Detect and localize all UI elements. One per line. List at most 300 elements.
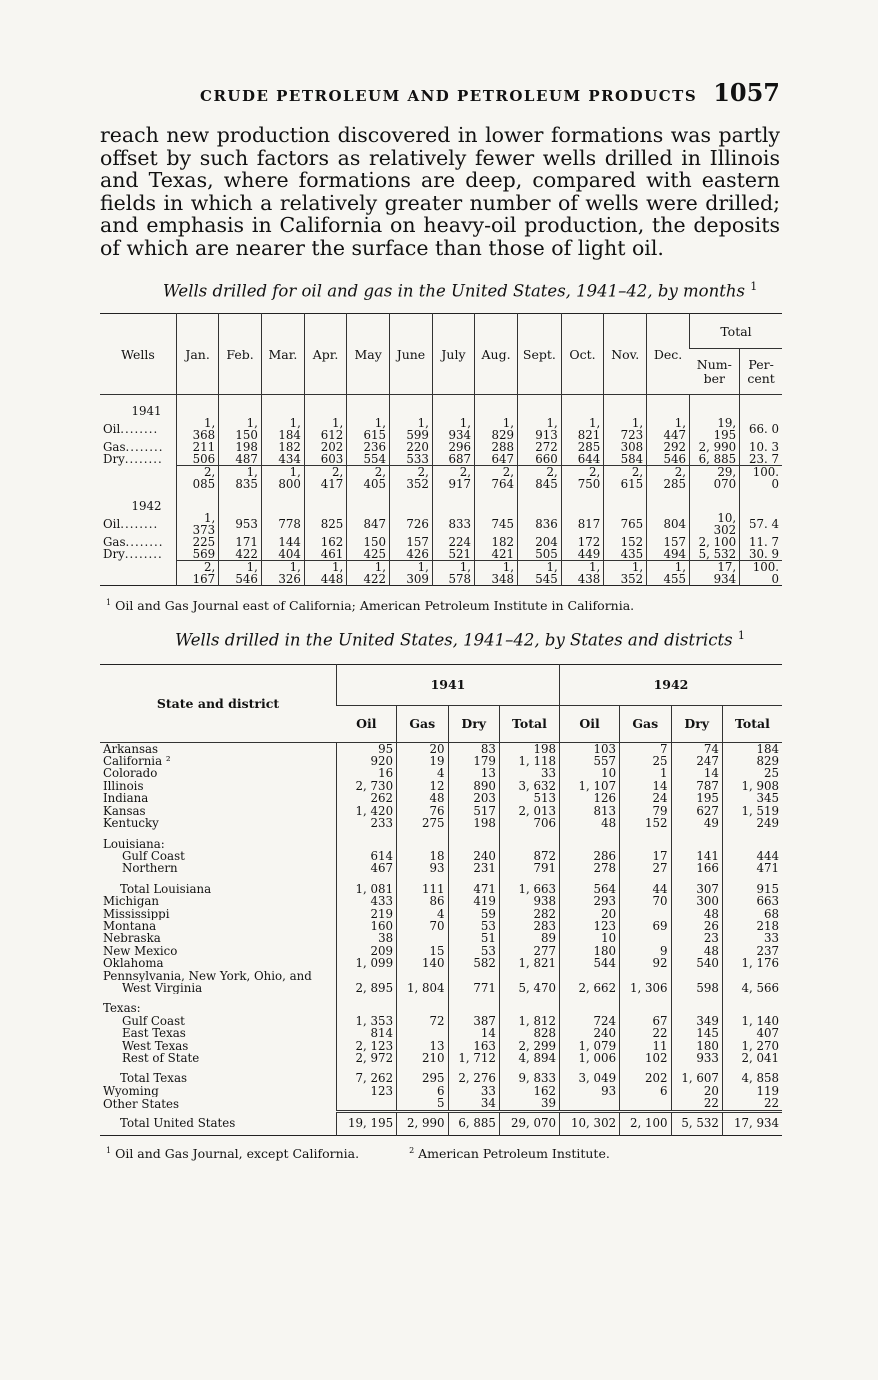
col-month: Jan.	[177, 314, 219, 395]
value-cell: 349	[671, 1015, 722, 1027]
cell	[518, 395, 562, 406]
value-cell: 435	[604, 548, 647, 561]
value-cell: 2, 730	[337, 780, 397, 792]
row-label: Indiana	[103, 792, 149, 805]
value-cell: 533	[389, 453, 432, 466]
value-cell: 1, 140	[722, 1015, 782, 1027]
value-cell: 49	[671, 817, 722, 829]
value-cell: 1, 913	[518, 417, 562, 441]
value-cell: 2, 895	[337, 982, 397, 994]
grand-total-row	[100, 1111, 782, 1135]
value-cell: 157	[647, 536, 690, 548]
spacer-row	[100, 490, 782, 500]
cell	[261, 490, 304, 500]
value-cell: 14	[620, 780, 671, 792]
row-label: West Texas	[122, 1039, 189, 1052]
value-cell: 17	[620, 850, 671, 862]
total-cell: 2, 405	[347, 466, 390, 491]
year-label: 1941	[131, 404, 162, 418]
cell	[389, 500, 432, 512]
value-cell: 70	[397, 920, 448, 932]
value-cell: 25	[620, 755, 671, 767]
value-cell: 30. 9	[740, 548, 782, 561]
value-cell: 1, 368	[177, 417, 219, 441]
value-cell: 180	[671, 1040, 722, 1052]
value-cell: 953	[219, 512, 262, 536]
value-cell: 461	[304, 548, 346, 561]
cell	[261, 395, 304, 406]
value-cell: 1, 615	[347, 417, 390, 441]
value-cell: 505	[518, 548, 562, 561]
value-cell: 1, 712	[448, 1052, 499, 1064]
value-cell: 1, 118	[499, 755, 559, 767]
value-cell: 517	[448, 805, 499, 817]
value-cell: 1, 150	[219, 417, 262, 441]
value-cell: 627	[671, 805, 722, 817]
value-cell: 1, 184	[261, 417, 304, 441]
value-cell: 93	[560, 1085, 620, 1097]
cell	[690, 490, 740, 500]
value-cell: 211	[177, 441, 219, 453]
cell	[722, 994, 782, 1002]
cell	[448, 994, 499, 1002]
col-year-1942: 1942	[560, 664, 783, 705]
total-cell: 2, 167	[177, 561, 219, 586]
value-cell: 145	[671, 1027, 722, 1039]
value-cell: 162	[499, 1085, 559, 1097]
value-cell: 813	[560, 805, 620, 817]
value-cell: 95	[337, 742, 397, 755]
value-cell: 93	[397, 862, 448, 874]
value-cell: 494	[647, 548, 690, 561]
total-cell: 2, 764	[475, 466, 518, 491]
value-cell	[397, 1027, 448, 1039]
total-cell: 19, 195	[337, 1111, 397, 1135]
value-cell: 407	[722, 1027, 782, 1039]
value-cell: 647	[475, 453, 518, 466]
value-cell: 1, 306	[620, 982, 671, 994]
table-row	[100, 895, 782, 907]
value-cell: 140	[397, 957, 448, 969]
row-label: Gulf Coast	[122, 849, 185, 863]
value-cell	[337, 1002, 397, 1014]
cell	[389, 395, 432, 406]
cell	[219, 395, 262, 406]
row-label: Dry ........	[100, 453, 177, 466]
value-cell: 292	[647, 441, 690, 453]
total-cell: 2, 285	[647, 466, 690, 491]
col-month: July	[432, 314, 474, 395]
row-label: Michigan	[103, 895, 160, 908]
value-cell: 9	[620, 945, 671, 957]
total-cell: 1, 578	[432, 561, 474, 586]
cell	[620, 830, 671, 838]
value-cell: 236	[347, 441, 390, 453]
row-label: Kansas	[103, 804, 146, 818]
value-cell: 14	[671, 767, 722, 779]
value-cell: 16	[337, 767, 397, 779]
value-cell: 23. 7	[740, 453, 782, 466]
value-cell: 1, 821	[561, 417, 604, 441]
col-dry: Dry	[671, 705, 722, 742]
row-label: Dry ........	[100, 548, 177, 561]
value-cell: 20	[560, 908, 620, 920]
value-cell: 277	[499, 945, 559, 957]
value-cell: 4	[397, 908, 448, 920]
value-cell: 231	[448, 862, 499, 874]
value-cell	[620, 1002, 671, 1014]
cell	[647, 490, 690, 500]
row-label: Nebraska	[103, 932, 161, 945]
cell	[397, 830, 448, 838]
cell	[499, 830, 559, 838]
value-cell: 387	[448, 1015, 499, 1027]
value-cell: 345	[722, 792, 782, 804]
value-cell: 644	[561, 453, 604, 466]
value-cell: 210	[397, 1052, 448, 1064]
value-cell: 1	[620, 767, 671, 779]
cell	[499, 994, 559, 1002]
value-cell: 203	[448, 792, 499, 804]
cell	[518, 500, 562, 512]
cell	[100, 830, 337, 838]
value-cell	[671, 1002, 722, 1014]
col-state-district: State and district	[156, 695, 280, 711]
value-cell: 847	[347, 512, 390, 536]
year-row	[100, 500, 782, 512]
table2-title-note: 1	[737, 629, 745, 643]
value-cell: 68	[722, 908, 782, 920]
row-label: Montana	[103, 919, 157, 933]
total-cell: 29, 070	[499, 1111, 559, 1135]
value-cell	[620, 932, 671, 944]
value-cell: 467	[337, 862, 397, 874]
body-paragraph: reach new production discovered in lower formations was partly offset by such factors as relatively fewer wells drilled in Illinois and Texas, where formations are deep, compared with eastern fields in which a relatively greater number of wells were drilled; and emphasis in California on heavy-oil production, the deposits of which are nearer the surface than those of light oil.	[100, 123, 780, 260]
total-cell: 1, 545	[518, 561, 562, 586]
value-cell: 72	[397, 1015, 448, 1027]
cell	[647, 395, 690, 406]
value-cell: 89	[499, 932, 559, 944]
total-cell: 1, 800	[261, 466, 304, 491]
value-cell: 70	[620, 895, 671, 907]
value-cell: 421	[475, 548, 518, 561]
table1-title-note: 1	[750, 279, 758, 293]
value-cell: 404	[261, 548, 304, 561]
total-cell: 100. 0	[740, 466, 782, 491]
row-label: Oil ........	[100, 417, 177, 441]
value-cell: 804	[647, 512, 690, 536]
value-cell: 938	[499, 895, 559, 907]
value-cell: 836	[518, 512, 562, 536]
value-cell: 890	[448, 780, 499, 792]
total-cell: 1, 326	[261, 561, 304, 586]
col-month: Nov.	[604, 314, 647, 395]
page-header	[100, 78, 780, 110]
table-row	[100, 767, 782, 779]
total-cell: 2, 352	[389, 466, 432, 491]
cell	[604, 395, 647, 406]
col-total: Total	[690, 314, 783, 349]
row-label: Total Louisiana	[120, 882, 212, 896]
value-cell: 272	[518, 441, 562, 453]
value-cell: 4, 566	[722, 982, 782, 994]
table-row	[100, 1097, 782, 1111]
value-cell: 19	[397, 755, 448, 767]
value-cell: 286	[560, 850, 620, 862]
value-cell: 157	[389, 536, 432, 548]
value-cell: 582	[448, 957, 499, 969]
value-cell: 791	[499, 862, 559, 874]
value-cell: 166	[671, 862, 722, 874]
value-cell: 471	[448, 883, 499, 895]
value-cell: 79	[620, 805, 671, 817]
value-cell: 829	[722, 755, 782, 767]
value-cell: 10, 302	[690, 512, 740, 536]
col-month: Aug.	[475, 314, 518, 395]
value-cell: 224	[432, 536, 474, 548]
cell	[740, 490, 782, 500]
value-cell: 59	[448, 908, 499, 920]
value-cell: 872	[499, 850, 559, 862]
cell	[604, 490, 647, 500]
total-cell: 2, 417	[304, 466, 346, 491]
value-cell: 5	[397, 1097, 448, 1111]
cell	[561, 500, 604, 512]
value-cell: 1, 612	[304, 417, 346, 441]
cell	[475, 500, 518, 512]
value-cell: 69	[620, 920, 671, 932]
row-label: Mississippi	[103, 907, 170, 920]
value-cell: 726	[389, 512, 432, 536]
value-cell: 74	[671, 742, 722, 755]
spacer-row	[100, 994, 782, 1002]
value-cell: 53	[448, 945, 499, 957]
col-month: May	[347, 314, 390, 395]
cell	[347, 395, 390, 406]
value-cell: 1, 812	[499, 1015, 559, 1027]
value-cell: 778	[261, 512, 304, 536]
value-cell	[499, 1002, 559, 1014]
row-label: Total Texas	[120, 1072, 188, 1085]
value-cell: 123	[560, 920, 620, 932]
value-cell: 83	[448, 742, 499, 755]
value-cell: 745	[475, 512, 518, 536]
row-label: Gas ........	[100, 536, 177, 548]
value-cell	[337, 1097, 397, 1111]
value-cell: 25	[722, 767, 782, 779]
page-number: 1057	[713, 78, 780, 107]
row-label: Kentucky	[103, 817, 159, 830]
col-oil: Oil	[337, 705, 397, 742]
table1-title-text: Wells drilled for oil and gas in the United States, 1941–42, by months	[162, 281, 745, 300]
value-cell: 1, 663	[499, 883, 559, 895]
value-cell: 9, 833	[499, 1072, 559, 1084]
value-cell: 787	[671, 780, 722, 792]
cell	[100, 1064, 337, 1072]
value-cell: 2, 990	[690, 441, 740, 453]
cell	[647, 500, 690, 512]
value-cell: 10. 3	[740, 441, 782, 453]
value-cell: 48	[560, 817, 620, 829]
cell	[347, 490, 390, 500]
total-cell: 1, 455	[647, 561, 690, 586]
value-cell: 152	[604, 536, 647, 548]
row-label: Wyoming	[103, 1084, 159, 1098]
value-cell: 51	[448, 932, 499, 944]
running-head: CRUDE PETROLEUM AND PETROLEUM PRODUCTS	[200, 87, 698, 105]
value-cell: 123	[337, 1085, 397, 1097]
table2-footnotes	[100, 1146, 780, 1161]
total-cell: 1, 422	[347, 561, 390, 586]
value-cell: 202	[304, 441, 346, 453]
value-cell: 825	[304, 512, 346, 536]
value-cell: 38	[337, 932, 397, 944]
value-cell: 198	[499, 742, 559, 755]
value-cell: 1, 821	[499, 957, 559, 969]
value-cell: 12	[397, 780, 448, 792]
value-cell: 18	[397, 850, 448, 862]
total-cell: 1, 352	[604, 561, 647, 586]
row-label: Oklahoma	[103, 957, 164, 970]
value-cell: 1, 099	[337, 957, 397, 969]
cell	[740, 395, 782, 406]
footnote-text: American Petroleum Institute.	[418, 1145, 610, 1161]
value-cell: 48	[671, 945, 722, 957]
value-cell: 14	[448, 1027, 499, 1039]
value-cell: 6	[620, 1085, 671, 1097]
value-cell: 765	[604, 512, 647, 536]
value-cell: 433	[337, 895, 397, 907]
value-cell: 419	[448, 895, 499, 907]
value-cell: 2, 972	[337, 1052, 397, 1064]
col-total: Total	[499, 705, 559, 742]
row-label: Northern	[122, 862, 178, 875]
value-cell: 102	[620, 1052, 671, 1064]
col-oil: Oil	[560, 705, 620, 742]
footnote-mark: 2	[409, 1145, 415, 1155]
value-cell: 282	[499, 908, 559, 920]
value-cell	[560, 1002, 620, 1014]
value-cell: 180	[560, 945, 620, 957]
table-row	[100, 817, 782, 829]
value-cell: 422	[219, 548, 262, 561]
table-row	[100, 1027, 782, 1039]
row-label: West Virginia	[122, 981, 203, 995]
value-cell: 293	[560, 895, 620, 907]
total-cell: 5, 532	[671, 1111, 722, 1135]
cell	[304, 395, 346, 406]
row-label: Texas:	[103, 1002, 141, 1015]
table1-title	[140, 280, 780, 301]
value-cell: 33	[448, 1085, 499, 1097]
value-cell: 119	[722, 1085, 782, 1097]
row-label: Gas ........	[100, 441, 177, 453]
table-row	[100, 417, 782, 441]
value-cell: 1, 353	[337, 1015, 397, 1027]
row-label: Louisiana:	[103, 837, 165, 850]
value-cell: 152	[620, 817, 671, 829]
value-cell: 603	[304, 453, 346, 466]
table-row	[100, 982, 782, 994]
value-cell: 1, 270	[722, 1040, 782, 1052]
value-cell: 33	[722, 932, 782, 944]
cell	[475, 395, 518, 406]
value-cell: 48	[671, 908, 722, 920]
value-cell: 249	[722, 817, 782, 829]
wells-by-month-table	[100, 313, 782, 586]
row-label: Arkansas	[100, 742, 337, 755]
cell	[432, 395, 474, 406]
value-cell: 1, 934	[432, 417, 474, 441]
value-cell: 1, 829	[475, 417, 518, 441]
value-cell: 219	[337, 908, 397, 920]
value-cell	[397, 1002, 448, 1014]
value-cell: 111	[397, 883, 448, 895]
value-cell: 6	[397, 1085, 448, 1097]
value-cell	[560, 1097, 620, 1111]
value-cell: 471	[722, 862, 782, 874]
col-total: Total	[722, 705, 782, 742]
table-row	[100, 453, 782, 466]
total-cell: 1, 309	[389, 561, 432, 586]
value-cell: 144	[261, 536, 304, 548]
table-row	[100, 932, 782, 944]
value-cell: 198	[219, 441, 262, 453]
cell	[100, 466, 177, 491]
table-row	[100, 1072, 782, 1084]
cell	[448, 830, 499, 838]
total-cell: 2, 085	[177, 466, 219, 491]
table-row	[100, 512, 782, 536]
year-label: 1942	[131, 499, 162, 513]
total-cell: 1, 438	[561, 561, 604, 586]
col-gas: Gas	[620, 705, 671, 742]
row-label: Oil ........	[100, 512, 177, 536]
value-cell: 2, 123	[337, 1040, 397, 1052]
value-cell: 240	[448, 850, 499, 862]
total-cell: 1, 835	[219, 466, 262, 491]
value-cell: 1, 908	[722, 780, 782, 792]
table-row	[100, 1015, 782, 1027]
value-cell: 449	[561, 548, 604, 561]
cell	[560, 994, 620, 1002]
table-row	[100, 862, 782, 874]
footnote-1	[106, 1146, 359, 1161]
value-cell: 614	[337, 850, 397, 862]
total-row	[100, 561, 782, 586]
total-cell: 2, 100	[620, 1111, 671, 1135]
cell	[740, 405, 782, 417]
value-cell: 48	[397, 792, 448, 804]
value-cell: 22	[671, 1097, 722, 1111]
value-cell: 557	[560, 755, 620, 767]
value-cell: 24	[620, 792, 671, 804]
value-cell: 13	[397, 1040, 448, 1052]
col-month: Oct.	[561, 314, 604, 395]
footnote-text: Oil and Gas Journal east of California; American Petroleum Institute in California.	[115, 598, 635, 614]
value-cell: 2, 276	[448, 1072, 499, 1084]
cell	[690, 395, 740, 406]
value-cell: 569	[177, 548, 219, 561]
value-cell: 141	[671, 850, 722, 862]
value-cell: 2, 100	[690, 536, 740, 548]
row-label: Rest of State	[122, 1052, 200, 1065]
cell	[671, 994, 722, 1002]
value-cell: 182	[475, 536, 518, 548]
value-cell: 687	[432, 453, 474, 466]
value-cell: 920	[337, 755, 397, 767]
value-cell: 182	[261, 441, 304, 453]
